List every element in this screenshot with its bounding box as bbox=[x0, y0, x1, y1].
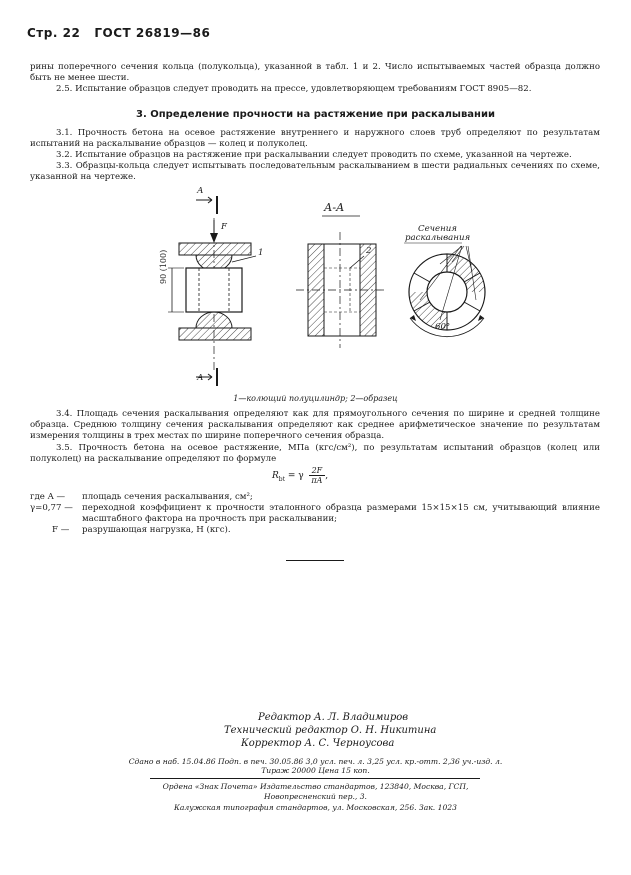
standard-code: ГОСТ 26819—86 bbox=[94, 26, 211, 40]
where-text-0: площадь сечения раскалывания, см²; bbox=[82, 492, 253, 502]
imprint-line-5: Калужская типография стандартов, ул. Московская, 256. Зак. 1023 bbox=[174, 803, 457, 812]
imprint-rule bbox=[150, 778, 480, 779]
formula-eq: = γ bbox=[285, 471, 304, 481]
figure-sections-label-1: Сечения bbox=[418, 224, 457, 234]
where-text-2: разрушающая нагрузка, Н (кгс). bbox=[82, 525, 231, 535]
figure-label-a-bottom: А bbox=[197, 373, 204, 383]
figure-label-f: F bbox=[221, 222, 227, 232]
formula-sub: bt bbox=[278, 475, 286, 483]
where-sym-1: γ=0,77 — bbox=[30, 503, 73, 513]
paragraph-3-2: 3.2. Испытание образцов на растяжение при раскалывании следует проводить по схеме, указанной на чертеже. bbox=[56, 150, 572, 160]
separator-line bbox=[286, 560, 344, 561]
paragraph-3-1: 3.1. Прочность бетона на осевое растяжение внутреннего и наружного слоев труб определяют по результатам испытаний на раскалывание образцов — колец и полуколец. bbox=[30, 128, 600, 149]
paragraph-2-5: 2.5. Испытание образцов следует проводить на прессе, удовлетворяющем требованиям ГОСТ 8905—82. bbox=[56, 84, 532, 94]
credit-editor: Редактор А. Л. Владимиров bbox=[258, 712, 409, 723]
figure-label-2: 2 bbox=[366, 246, 372, 256]
paragraph-3-4: 3.4. Площадь сечения раскалывания определяют как для прямоугольного сечения по ширине и средней толщине образца. Среднюю толщину сечения раскалывания определяют как среднее арифметическое значение по результатам измерения толщины в трех местах по ширине поперечного сечения образца. bbox=[30, 409, 600, 441]
formula-numerator: 2F bbox=[309, 466, 326, 476]
paragraph-3-3: 3.3. Образцы-кольца следует испытывать последовательным раскалыванием в шести радиальных сечениях по схеме, указанной на чертеже. bbox=[30, 161, 600, 182]
imprint-line-3: Ордена «Знак Почета» Издательство стандартов, 123840, Москва, ГСП, bbox=[162, 782, 469, 791]
figure-angle-label: 60° bbox=[435, 322, 451, 332]
formula bbox=[272, 466, 328, 485]
imprint-line-1: Сдано в наб. 15.04.86 Подп. в печ. 30.05.86 3,0 усл. печ. л. 3,25 усл. кр.-отт. 2,36 уч.-изд. л. bbox=[128, 757, 503, 766]
section-title: 3. Определение прочности на растяжение при раскалывании bbox=[136, 109, 495, 120]
figure-sections-label-2: раскалывания bbox=[405, 233, 471, 243]
side-view bbox=[168, 196, 256, 386]
figure-dimension: 90 (100) bbox=[159, 249, 168, 284]
paragraph-3-5: 3.5. Прочность бетона на осевое растяжение, МПа (кгс/см²), по результатам испытаний образцов (колец или полуколец) на раскалывание определяют по формуле bbox=[30, 443, 600, 464]
formula-lhs: R bbox=[272, 471, 279, 481]
figure-caption: 1—колющий полуцилиндр; 2—образец bbox=[233, 394, 398, 403]
credit-tech-editor: Технический редактор О. Н. Никитина bbox=[224, 725, 437, 736]
imprint-line-2: Тираж 20000 Цена 15 коп. bbox=[261, 766, 370, 775]
imprint-line-4: Новопресненский пер., 3. bbox=[264, 792, 367, 801]
formula-denominator: πA bbox=[311, 476, 323, 485]
paragraph-continuation: рины поперечного сечения кольца (полукольца), указанной в табл. 1 и 2. Число испытываемых частей образца должно быть не менее шести. bbox=[30, 62, 600, 83]
where-sym-2: F — bbox=[52, 525, 70, 535]
where-text-1: переходной коэффициент к прочности эталонного образца размерами 15×15×15 см, учитывающий влияние масштабного фактора на прочность при раскалывании; bbox=[82, 503, 600, 524]
section-view bbox=[296, 216, 386, 348]
page-number: Стр. 22 bbox=[27, 26, 81, 40]
figure-label-a-top: А bbox=[197, 186, 204, 196]
figure-label-1: 1 bbox=[258, 248, 264, 258]
figure-section-label: А-А bbox=[324, 201, 345, 214]
credit-corrector: Корректор А. С. Черноусова bbox=[241, 738, 395, 749]
where-sym-0: где A — bbox=[30, 492, 66, 502]
formula-tail: , bbox=[325, 471, 329, 481]
